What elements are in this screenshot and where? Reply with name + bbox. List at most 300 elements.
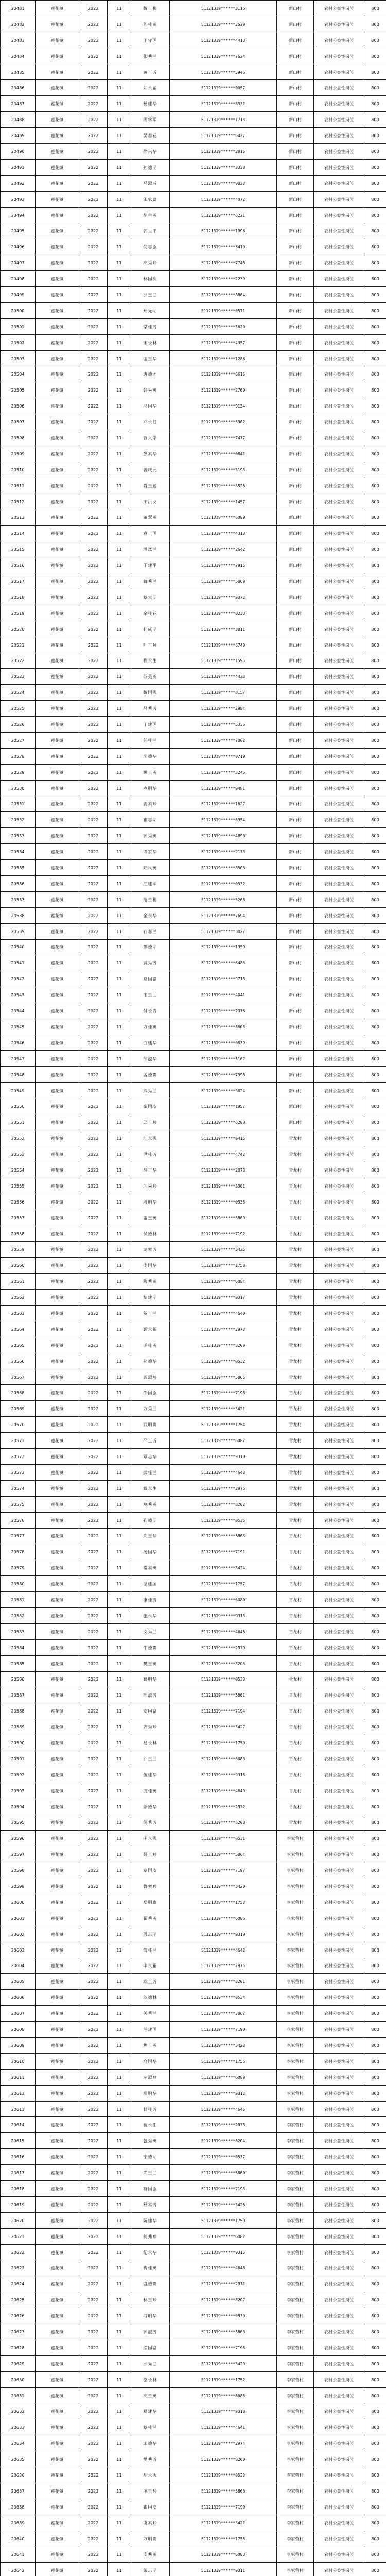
year-cell: 2022 [79,1242,108,1258]
table-row [1,2371,386,2387]
position-type-cell: 农村公益性岗位 [314,2038,364,2054]
township-cell: 莲花镇 [36,2149,79,2165]
person-name-cell: 董翠英 [131,510,170,526]
village-cell: 青龙村 [277,1433,314,1449]
subsidy-amount-cell: 800 [364,1449,386,1465]
id-number-cell: 51121319******5861 [170,1687,277,1703]
township-cell: 莲花镇 [36,860,79,876]
person-name-cell: 魏玉梅 [131,1,170,16]
year-cell: 2022 [79,1146,108,1162]
village-cell: 新山村 [277,64,314,80]
village-cell: 李家营村 [277,1878,314,1894]
id-number-cell: 51121319******3193 [170,462,277,478]
person-name-cell: 万秀兰 [131,1401,170,1417]
month-cell: 11 [108,2165,131,2181]
position-type-cell: 农村公益性岗位 [314,1242,364,1258]
id-number-cell: 51121319******9023 [170,175,277,191]
township-cell: 莲花镇 [36,907,79,923]
id-number-cell: 51121319******3426 [170,2196,277,2212]
township-cell: 莲花镇 [36,2022,79,2038]
month-cell: 11 [108,1496,131,1512]
person-name-cell: 江永强 [131,1130,170,1146]
village-cell: 青龙村 [277,1607,314,1623]
subsidy-amount-cell: 800 [364,2483,386,2499]
month-cell: 11 [108,1417,131,1433]
subsidy-amount-cell: 800 [364,271,386,287]
person-name-cell: 齐秀珍 [131,1719,170,1735]
row-number-cell: 20638 [1,2499,36,2515]
year-cell: 2022 [79,2038,108,2054]
table-row [1,1783,386,1799]
village-cell: 青龙村 [277,1337,314,1353]
year-cell: 2022 [79,2499,108,2515]
month-cell: 11 [108,2355,131,2371]
person-name-cell: 杜成明 [131,621,170,637]
month-cell: 11 [108,159,131,175]
village-cell: 青龙村 [277,1671,314,1687]
row-number-cell: 20496 [1,239,36,255]
year-cell: 2022 [79,2531,108,2547]
position-type-cell: 农村公益性岗位 [314,605,364,621]
id-number-cell: 51121319******2760 [170,382,277,398]
month-cell: 11 [108,1926,131,1942]
year-cell: 2022 [79,1592,108,1608]
row-number-cell: 20580 [1,1576,36,1592]
id-number-cell: 51121319******2376 [170,1003,277,1019]
person-name-cell: 金永华 [131,907,170,923]
id-number-cell: 51121319******4640 [170,1306,277,1321]
township-cell: 莲花镇 [36,2467,79,2483]
row-number-cell: 20500 [1,302,36,318]
month-cell: 11 [108,828,131,844]
village-cell: 李家营村 [277,2547,314,2563]
person-name-cell: 田洪文 [131,494,170,510]
person-name-cell: 阮建华 [131,2212,170,2228]
year-cell: 2022 [79,48,108,64]
year-cell: 2022 [79,2085,108,2101]
id-number-cell: 51121319******6085 [170,2387,277,2403]
month-cell: 11 [108,287,131,303]
subsidy-amount-cell: 800 [364,144,386,160]
position-type-cell: 农村公益性岗位 [314,1576,364,1592]
village-cell: 新山村 [277,605,314,621]
year-cell: 2022 [79,1464,108,1480]
row-number-cell: 20507 [1,414,36,430]
id-number-cell: 51121319******4742 [170,1146,277,1162]
person-name-cell: 曾庆元 [131,462,170,478]
table-row [1,923,386,939]
village-cell: 青龙村 [277,1799,314,1815]
village-cell: 李家营村 [277,1831,314,1846]
table-row [1,2563,386,2576]
month-cell: 11 [108,302,131,318]
year-cell: 2022 [79,2308,108,2324]
id-number-cell: 51121319******6088 [170,2547,277,2563]
township-cell: 莲花镇 [36,526,79,541]
table-row [1,1,386,16]
month-cell: 11 [108,1098,131,1114]
subsidy-amount-cell: 800 [364,939,386,955]
village-cell: 李家营村 [277,2038,314,2054]
village-cell: 李家营村 [277,2371,314,2387]
table-row [1,2292,386,2308]
row-number-cell: 20537 [1,891,36,907]
village-cell: 李家营村 [277,2133,314,2149]
table-row [1,1831,386,1846]
row-number-cell: 20633 [1,2419,36,2435]
position-type-cell: 农村公益性岗位 [314,2149,364,2165]
id-number-cell: 51121319******9718 [170,971,277,987]
position-type-cell: 农村公益性岗位 [314,255,364,271]
year-cell: 2022 [79,653,108,669]
month-cell: 11 [108,2308,131,2324]
subsidy-amount-cell: 800 [364,1799,386,1815]
person-name-cell: 万明贵 [131,2531,170,2547]
subsidy-amount-cell: 800 [364,398,386,414]
village-cell: 新山村 [277,541,314,557]
township-cell: 莲花镇 [36,2308,79,2324]
township-cell: 莲花镇 [36,541,79,557]
position-type-cell: 农村公益性岗位 [314,1719,364,1735]
village-cell: 新山村 [277,971,314,987]
position-type-cell: 农村公益性岗位 [314,1146,364,1162]
id-number-cell: 51121319******0535 [170,1512,277,1528]
person-name-cell: 陶秀英 [131,1274,170,1290]
table-row [1,2260,386,2276]
year-cell: 2022 [79,2515,108,2531]
year-cell: 2022 [79,96,108,112]
position-type-cell: 农村公益性岗位 [314,907,364,923]
year-cell: 2022 [79,1623,108,1639]
year-cell: 2022 [79,1671,108,1687]
month-cell: 11 [108,239,131,255]
subsidy-amount-cell: 800 [364,1687,386,1703]
row-number-cell: 20587 [1,1687,36,1703]
month-cell: 11 [108,128,131,144]
person-name-cell: 钟淑芳 [131,2324,170,2340]
table-row [1,16,386,32]
position-type-cell: 农村公益性岗位 [314,637,364,653]
position-type-cell: 农村公益性岗位 [314,1990,364,2006]
table-row [1,1974,386,1990]
id-number-cell: 51121319******3624 [170,1082,277,1098]
township-cell: 莲花镇 [36,366,79,382]
id-number-cell: 51121319******0532 [170,1353,277,1369]
id-number-cell: 51121319******0841 [170,446,277,462]
position-type-cell: 农村公益性岗位 [314,207,364,223]
village-cell: 李家营村 [277,2467,314,2483]
village-cell: 青龙村 [277,1369,314,1385]
township-cell: 莲花镇 [36,207,79,223]
id-number-cell: 51121319******9415 [170,1130,277,1146]
table-row [1,1066,386,1082]
person-name-cell: 伍建华 [131,1767,170,1783]
person-name-cell: 汪建军 [131,875,170,891]
subsidy-amount-cell: 800 [364,112,386,128]
row-number-cell: 20575 [1,1496,36,1512]
subsidy-amount-cell: 800 [364,987,386,1003]
month-cell: 11 [108,796,131,812]
position-type-cell: 农村公益性岗位 [314,462,364,478]
id-number-cell: 51121319******3429 [170,2355,277,2371]
row-number-cell: 20621 [1,2228,36,2244]
month-cell: 11 [108,780,131,796]
row-number-cell: 20614 [1,2117,36,2133]
village-cell: 李家营村 [277,2244,314,2260]
subsidy-amount-cell: 800 [364,605,386,621]
row-number-cell: 20531 [1,796,36,812]
subsidy-amount-cell: 800 [364,1926,386,1942]
subsidy-amount-cell: 800 [364,2196,386,2212]
year-cell: 2022 [79,350,108,366]
id-number-cell: 51121319******1957 [170,1098,277,1114]
position-type-cell: 农村公益性岗位 [314,2292,364,2308]
subsidy-amount-cell: 800 [364,1512,386,1528]
position-type-cell: 农村公益性岗位 [314,1306,364,1321]
township-cell: 莲花镇 [36,144,79,160]
person-name-cell: 戴永生 [131,1480,170,1496]
row-number-cell: 20604 [1,1958,36,1974]
table-row [1,2403,386,2419]
township-cell: 莲花镇 [36,2181,79,2197]
village-cell: 新山村 [277,1098,314,1114]
year-cell: 2022 [79,2165,108,2181]
township-cell: 莲花镇 [36,1607,79,1623]
person-name-cell: 邹淑华 [131,1050,170,1066]
year-cell: 2022 [79,430,108,446]
subsidy-amount-cell: 800 [364,1130,386,1146]
year-cell: 2022 [79,223,108,239]
row-number-cell: 20572 [1,1449,36,1465]
month-cell: 11 [108,526,131,541]
person-name-cell: 徐国富 [131,2340,170,2355]
position-type-cell: 农村公益性岗位 [314,446,364,462]
id-number-cell: 51121319******8603 [170,1019,277,1035]
position-type-cell: 农村公益性岗位 [314,1258,364,1274]
position-type-cell: 农村公益性岗位 [314,1274,364,1290]
position-type-cell: 农村公益性岗位 [314,1942,364,1958]
month-cell: 11 [108,621,131,637]
village-cell: 青龙村 [277,1560,314,1576]
row-number-cell: 20569 [1,1401,36,1417]
person-name-cell: 高玉英 [131,2387,170,2403]
row-number-cell: 20517 [1,573,36,589]
table-row [1,1162,386,1178]
person-name-cell: 雷玉英 [131,1210,170,1226]
township-cell: 莲花镇 [36,128,79,144]
table-row [1,669,386,685]
subsidy-amount-cell: 800 [364,2563,386,2576]
position-type-cell: 农村公益性岗位 [314,669,364,685]
id-number-cell: 51121319******2239 [170,271,277,287]
year-cell: 2022 [79,2196,108,2212]
person-name-cell: 熊秀兰 [131,1082,170,1098]
person-name-cell: 周学军 [131,112,170,128]
subsidy-amount-cell: 800 [364,1114,386,1130]
year-cell: 2022 [79,1735,108,1751]
month-cell: 11 [108,1114,131,1130]
row-number-cell: 20520 [1,621,36,637]
month-cell: 11 [108,685,131,701]
id-number-cell: 51121319******5866 [170,2483,277,2499]
position-type-cell: 农村公益性岗位 [314,2212,364,2228]
year-cell: 2022 [79,812,108,828]
village-cell: 青龙村 [277,1719,314,1735]
subsidy-amount-cell: 800 [364,1003,386,1019]
township-cell: 莲花镇 [36,2563,79,2576]
month-cell: 11 [108,2149,131,2165]
township-cell: 莲花镇 [36,1703,79,1719]
table-row [1,1114,386,1130]
subsidy-amount-cell: 800 [364,2149,386,2165]
year-cell: 2022 [79,1274,108,1290]
month-cell: 11 [108,1082,131,1098]
township-cell: 莲花镇 [36,1,79,16]
subsidy-amount-cell: 800 [364,875,386,891]
row-number-cell: 20615 [1,2133,36,2149]
person-name-cell: 闫秀珍 [131,1178,170,1194]
village-cell: 新山村 [277,717,314,733]
year-cell: 2022 [79,923,108,939]
position-type-cell: 农村公益性岗位 [314,1655,364,1671]
position-type-cell: 农村公益性岗位 [314,2101,364,2117]
month-cell: 11 [108,1544,131,1560]
month-cell: 11 [108,844,131,860]
position-type-cell: 农村公益性岗位 [314,175,364,191]
year-cell: 2022 [79,414,108,430]
subsidy-amount-cell: 800 [364,1274,386,1290]
table-row [1,1623,386,1639]
subsidy-amount-cell: 800 [364,2387,386,2403]
person-name-cell: 柳明华 [131,2085,170,2101]
row-number-cell: 20540 [1,939,36,955]
position-type-cell: 农村公益性岗位 [314,2181,364,2197]
id-number-cell: 51121319******9318 [170,2403,277,2419]
month-cell: 11 [108,48,131,64]
subsidy-amount-cell: 800 [364,2467,386,2483]
subsidy-amount-cell: 800 [364,1082,386,1098]
table-row [1,2149,386,2165]
subsidy-amount-cell: 800 [364,1035,386,1050]
year-cell: 2022 [79,1560,108,1576]
month-cell: 11 [108,812,131,828]
table-row [1,748,386,764]
table-row [1,2515,386,2531]
month-cell: 11 [108,494,131,510]
person-name-cell: 何志强 [131,239,170,255]
table-row [1,1544,386,1560]
row-number-cell: 20483 [1,32,36,48]
table-row [1,2499,386,2515]
subsidy-amount-cell: 800 [364,2499,386,2515]
township-cell: 莲花镇 [36,1910,79,1926]
id-number-cell: 51121319******5864 [170,1846,277,1862]
person-name-cell: 詹桂兰 [131,1942,170,1958]
year-cell: 2022 [79,1783,108,1799]
id-number-cell: 51121319******9134 [170,398,277,414]
township-cell: 莲花镇 [36,780,79,796]
township-cell: 莲花镇 [36,557,79,573]
person-name-cell: 邵国强 [131,1385,170,1401]
month-cell: 11 [108,382,131,398]
table-row [1,2006,386,2022]
subsidy-amount-cell: 800 [364,1433,386,1449]
row-number-cell: 20598 [1,1862,36,1878]
table-row [1,1703,386,1719]
id-number-cell: 51121319******6080 [170,1592,277,1608]
village-cell: 新山村 [277,589,314,605]
month-cell: 11 [108,207,131,223]
year-cell: 2022 [79,1,108,16]
id-number-cell: 51121319******9310 [170,1449,277,1465]
subsidy-amount-cell: 800 [364,780,386,796]
table-row [1,462,386,478]
subsidy-amount-cell: 800 [364,812,386,828]
position-type-cell: 农村公益性岗位 [314,828,364,844]
month-cell: 11 [108,2101,131,2117]
id-number-cell: 51121319******7191 [170,1544,277,1560]
table-row [1,2419,386,2435]
person-name-cell: 唐德才 [131,366,170,382]
row-number-cell: 20552 [1,1130,36,1146]
position-type-cell: 农村公益性岗位 [314,2260,364,2276]
position-type-cell: 农村公益性岗位 [314,1464,364,1480]
position-type-cell: 农村公益性岗位 [314,1449,364,1465]
table-row [1,191,386,207]
village-cell: 李家营村 [277,2085,314,2101]
township-cell: 莲花镇 [36,939,79,955]
position-type-cell: 农村公益性岗位 [314,1162,364,1178]
person-name-cell: 林国庆 [131,271,170,287]
subsidy-amount-cell: 800 [364,414,386,430]
table-row [1,589,386,605]
year-cell: 2022 [79,732,108,748]
id-number-cell: 51121319******9372 [170,589,277,605]
subsidy-amount-cell: 800 [364,1464,386,1480]
person-name-cell: 黎建明 [131,1290,170,1306]
position-type-cell: 农村公益性岗位 [314,748,364,764]
month-cell: 11 [108,255,131,271]
table-row [1,2531,386,2547]
row-number-cell: 20600 [1,1894,36,1910]
year-cell: 2022 [79,1353,108,1369]
village-cell: 李家营村 [277,2181,314,2197]
month-cell: 11 [108,1894,131,1910]
person-name-cell: 马淑芬 [131,175,170,191]
township-cell: 莲花镇 [36,764,79,780]
person-name-cell: 支秀英 [131,2547,170,2563]
township-cell: 莲花镇 [36,191,79,207]
subsidy-amount-cell: 800 [364,2085,386,2101]
month-cell: 11 [108,175,131,191]
township-cell: 莲花镇 [36,1146,79,1162]
village-cell: 青龙村 [277,1178,314,1194]
position-type-cell: 农村公益性岗位 [314,2467,364,2483]
township-cell: 莲花镇 [36,1623,79,1639]
row-number-cell: 20626 [1,2308,36,2324]
person-name-cell: 朱家富 [131,191,170,207]
row-number-cell: 20511 [1,478,36,494]
village-cell: 李家营村 [277,2022,314,2038]
year-cell: 2022 [79,1544,108,1560]
id-number-cell: 51121319******6221 [170,207,277,223]
subsidy-amount-cell: 800 [364,637,386,653]
year-cell: 2022 [79,287,108,303]
table-row [1,1480,386,1496]
month-cell: 11 [108,2563,131,2576]
township-cell: 莲花镇 [36,1480,79,1496]
table-row [1,621,386,637]
